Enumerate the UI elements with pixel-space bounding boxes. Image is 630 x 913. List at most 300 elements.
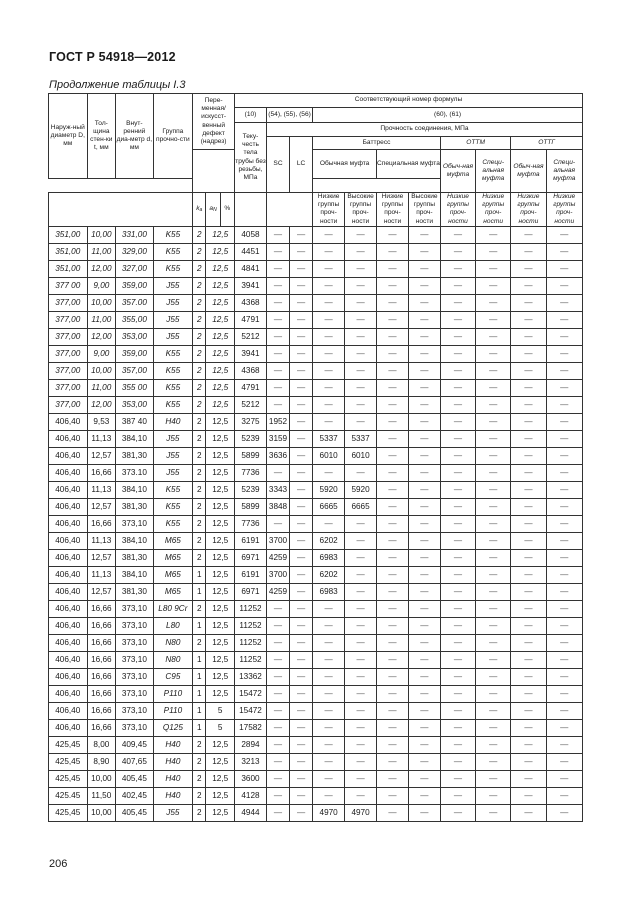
- table-row: [49, 464, 583, 481]
- table-cell: 357.00: [116, 294, 153, 311]
- table-cell: —: [290, 277, 313, 294]
- table-cell: 2: [193, 804, 206, 821]
- table-cell: 11,13: [87, 532, 116, 549]
- table-cell: 11,13: [87, 481, 116, 498]
- table-cell: 1: [193, 719, 206, 736]
- table-cell: —: [408, 396, 440, 413]
- table-cell: —: [377, 736, 409, 753]
- table-cell: 387 40: [116, 413, 153, 430]
- table-cell: 4259: [266, 549, 289, 566]
- table-cell: K55: [153, 498, 193, 515]
- header-special-coupling: Специальная муфта: [377, 150, 441, 179]
- table-cell: 406,40: [49, 634, 88, 651]
- table-cell: 11,00: [87, 311, 116, 328]
- table-cell: —: [345, 719, 377, 736]
- table-row: [49, 277, 583, 294]
- table-cell: M65: [153, 532, 193, 549]
- table-cell: 16,66: [87, 702, 116, 719]
- table-cell: —: [511, 600, 546, 617]
- table-cell: —: [440, 447, 475, 464]
- table-cell: —: [290, 396, 313, 413]
- table-cell: —: [408, 583, 440, 600]
- table-cell: 12,5: [206, 243, 235, 260]
- table-cell: 373,10: [116, 668, 153, 685]
- table-cell: —: [476, 328, 511, 345]
- table-cell: 2: [193, 328, 206, 345]
- table-cell: —: [476, 260, 511, 277]
- table-cell: —: [377, 600, 409, 617]
- table-cell: —: [511, 396, 546, 413]
- table-cell: —: [408, 668, 440, 685]
- header-formula-number: Соответствующий номер формулы: [235, 94, 583, 108]
- table-cell: 381,30: [116, 583, 153, 600]
- table-cell: —: [313, 515, 345, 532]
- table-cell: 12,5: [206, 311, 235, 328]
- table-cell: —: [313, 396, 345, 413]
- table-cell: —: [290, 430, 313, 447]
- table-cell: —: [408, 260, 440, 277]
- table-cell: —: [511, 345, 546, 362]
- table-cell: —: [313, 345, 345, 362]
- col-flow-strength: Теку-честь тела трубы без резьбы, МПа: [235, 123, 267, 193]
- table-cell: 384,10: [116, 430, 153, 447]
- table-cell: —: [290, 753, 313, 770]
- table-cell: —: [476, 277, 511, 294]
- table-cell: J55: [153, 311, 193, 328]
- table-cell: —: [377, 294, 409, 311]
- table-cell: —: [476, 481, 511, 498]
- table-cell: —: [511, 634, 546, 651]
- table-cell: 2: [193, 379, 206, 396]
- table-cell: Q125: [153, 719, 193, 736]
- table-cell: —: [546, 515, 582, 532]
- table-cell: —: [290, 685, 313, 702]
- table-cell: 407,65: [116, 753, 153, 770]
- table-cell: 2: [193, 277, 206, 294]
- table-cell: —: [290, 379, 313, 396]
- table-cell: 8,90: [87, 753, 116, 770]
- table-cell: 2: [193, 787, 206, 804]
- table-row: [49, 804, 583, 821]
- table-cell: —: [440, 787, 475, 804]
- table-cell: 2: [193, 736, 206, 753]
- table-cell: —: [377, 719, 409, 736]
- table-cell: 4259: [266, 583, 289, 600]
- table-row: [49, 617, 583, 634]
- table-cell: —: [377, 413, 409, 430]
- table-cell: —: [290, 787, 313, 804]
- table-cell: —: [290, 804, 313, 821]
- table-cell: —: [440, 328, 475, 345]
- table-cell: —: [546, 413, 582, 430]
- table-cell: 12,57: [87, 498, 116, 515]
- table-cell: —: [266, 515, 289, 532]
- table-cell: 12,5: [206, 668, 235, 685]
- table-cell: 384,10: [116, 481, 153, 498]
- table-row: [49, 702, 583, 719]
- table-cell: —: [440, 498, 475, 515]
- table-cell: —: [511, 260, 546, 277]
- table-cell: —: [476, 736, 511, 753]
- table-cell: —: [546, 804, 582, 821]
- table-cell: 2: [193, 634, 206, 651]
- table-cell: —: [345, 617, 377, 634]
- table-cell: 406,40: [49, 430, 88, 447]
- col-ottg-spec-low: Низкие группы проч-ности: [546, 193, 582, 227]
- table-cell: —: [377, 634, 409, 651]
- table-cell: —: [440, 634, 475, 651]
- table-cell: 3700: [266, 566, 289, 583]
- table-cell: —: [440, 515, 475, 532]
- table-cell: 5920: [345, 481, 377, 498]
- table-cell: —: [476, 362, 511, 379]
- table-cell: —: [408, 464, 440, 481]
- table-cell: —: [313, 600, 345, 617]
- table-cell: —: [266, 685, 289, 702]
- table-cell: —: [546, 600, 582, 617]
- table-cell: —: [313, 753, 345, 770]
- table-cell: 9,53: [87, 413, 116, 430]
- table-cell: —: [377, 481, 409, 498]
- table-cell: 12,5: [206, 328, 235, 345]
- table-row: [49, 311, 583, 328]
- col-percent: %: [220, 193, 234, 227]
- table-cell: —: [546, 498, 582, 515]
- table-cell: —: [345, 770, 377, 787]
- table-cell: —: [266, 396, 289, 413]
- table-cell: 12,5: [206, 583, 235, 600]
- col-wall-thickness: Тол-щина стен-ки t, мм: [87, 94, 116, 179]
- table-cell: 406,40: [49, 481, 88, 498]
- table-cell: 12,5: [206, 464, 235, 481]
- table-cell: 5: [206, 702, 235, 719]
- table-cell: 359,00: [116, 345, 153, 362]
- table-cell: 373,10: [116, 600, 153, 617]
- table-cell: —: [290, 617, 313, 634]
- table-cell: 353,00: [116, 396, 153, 413]
- table-cell: 16,66: [87, 668, 116, 685]
- table-cell: —: [313, 719, 345, 736]
- table-cell: —: [511, 464, 546, 481]
- table-cell: 6665: [313, 498, 345, 515]
- table-cell: —: [511, 583, 546, 600]
- table-cell: —: [313, 311, 345, 328]
- table-cell: 5239: [235, 481, 267, 498]
- table-cell: —: [546, 787, 582, 804]
- table-cell: —: [290, 464, 313, 481]
- table-cell: 12,5: [206, 532, 235, 549]
- table-cell: —: [290, 600, 313, 617]
- table-cell: 2: [193, 430, 206, 447]
- table-cell: J55: [153, 804, 193, 821]
- table-cell: —: [313, 294, 345, 311]
- table-row: [49, 719, 583, 736]
- col-lc: LC: [290, 137, 313, 193]
- table-cell: —: [511, 447, 546, 464]
- col-strength-group: Группа прочно-сти: [153, 94, 193, 179]
- table-cell: —: [408, 753, 440, 770]
- table-cell: —: [345, 294, 377, 311]
- table-cell: —: [476, 668, 511, 685]
- table-row: [49, 770, 583, 787]
- table-row: [49, 685, 583, 702]
- table-cell: 12,5: [206, 362, 235, 379]
- table-cell: —: [476, 311, 511, 328]
- table-cell: 406,40: [49, 447, 88, 464]
- table-cell: —: [408, 226, 440, 243]
- table-cell: 3941: [235, 277, 267, 294]
- table-cell: —: [345, 651, 377, 668]
- table-cell: —: [440, 668, 475, 685]
- table-cell: —: [345, 345, 377, 362]
- table-cell: —: [440, 226, 475, 243]
- table-cell: —: [408, 566, 440, 583]
- table-cell: 10,00: [87, 770, 116, 787]
- table-cell: —: [440, 549, 475, 566]
- table-cell: —: [408, 634, 440, 651]
- table-cell: 8,00: [87, 736, 116, 753]
- table-cell: M65: [153, 549, 193, 566]
- table-cell: 2: [193, 396, 206, 413]
- table-cell: 425,45: [49, 770, 88, 787]
- table-cell: —: [345, 328, 377, 345]
- table-cell: 406,40: [49, 583, 88, 600]
- table-cell: —: [290, 243, 313, 260]
- table-cell: —: [546, 583, 582, 600]
- table-cell: —: [345, 362, 377, 379]
- table-cell: 9,00: [87, 277, 116, 294]
- table-cell: —: [408, 770, 440, 787]
- table-cell: —: [511, 328, 546, 345]
- table-cell: 12,5: [206, 804, 235, 821]
- table-cell: 2: [193, 226, 206, 243]
- table-cell: —: [290, 260, 313, 277]
- table-cell: —: [345, 226, 377, 243]
- table-cell: —: [440, 413, 475, 430]
- col-buttress-ord-high: Высокие группы проч-ности: [345, 193, 377, 227]
- table-cell: —: [408, 702, 440, 719]
- table-cell: —: [345, 311, 377, 328]
- table-cell: —: [290, 583, 313, 600]
- table-cell: —: [546, 481, 582, 498]
- table-cell: —: [313, 702, 345, 719]
- table-row: [49, 787, 583, 804]
- table-cell: 15472: [235, 702, 267, 719]
- table-cell: —: [476, 243, 511, 260]
- table-cell: 6010: [313, 447, 345, 464]
- table-cell: 6202: [313, 532, 345, 549]
- table-cell: —: [290, 702, 313, 719]
- sc-lc-spacer: [266, 193, 312, 227]
- table-cell: 5212: [235, 396, 267, 413]
- table-cell: —: [290, 362, 313, 379]
- table-cell: —: [476, 413, 511, 430]
- table-cell: —: [408, 617, 440, 634]
- table-cell: 6191: [235, 566, 267, 583]
- table-cell: 6971: [235, 583, 267, 600]
- col-buttress-spec-high: Высокие группы проч-ности: [408, 193, 440, 227]
- table-cell: —: [377, 362, 409, 379]
- col-defect-spacer: [193, 150, 235, 193]
- table-cell: 425,45: [49, 753, 88, 770]
- table-cell: 15472: [235, 685, 267, 702]
- table-cell: 11252: [235, 651, 267, 668]
- table-cell: —: [476, 753, 511, 770]
- table-cell: —: [377, 260, 409, 277]
- table-cell: —: [377, 787, 409, 804]
- table-cell: —: [377, 549, 409, 566]
- table-cell: 12,57: [87, 447, 116, 464]
- table-cell: 405,45: [116, 804, 153, 821]
- col-buttress-spec-low: Низкие группы проч-ности: [377, 193, 409, 227]
- table-cell: —: [546, 396, 582, 413]
- table-cell: —: [266, 311, 289, 328]
- table-cell: 329,00: [116, 243, 153, 260]
- formula-60-61: (60), (61): [313, 108, 583, 123]
- table-cell: 12,57: [87, 583, 116, 600]
- table-cell: 12,5: [206, 294, 235, 311]
- table-cell: —: [266, 770, 289, 787]
- table-cell: P110: [153, 702, 193, 719]
- table-cell: 12,00: [87, 328, 116, 345]
- table-cell: —: [511, 430, 546, 447]
- table-cell: —: [313, 413, 345, 430]
- table-cell: 12,00: [87, 396, 116, 413]
- table-cell: 11,00: [87, 379, 116, 396]
- table-cell: 6983: [313, 583, 345, 600]
- table-row: [49, 515, 583, 532]
- table-cell: 4970: [345, 804, 377, 821]
- table-cell: —: [440, 464, 475, 481]
- table-cell: M65: [153, 566, 193, 583]
- table-cell: H40: [153, 787, 193, 804]
- table-cell: —: [266, 668, 289, 685]
- table-cell: —: [290, 532, 313, 549]
- table-cell: —: [440, 481, 475, 498]
- table-cell: J55: [153, 430, 193, 447]
- table-cell: —: [313, 379, 345, 396]
- table-cell: 12,5: [206, 396, 235, 413]
- table-cell: 4128: [235, 787, 267, 804]
- table-cell: 3343: [266, 481, 289, 498]
- table-cell: 2: [193, 294, 206, 311]
- table-cell: 3700: [266, 532, 289, 549]
- table-row: [49, 753, 583, 770]
- table-cell: —: [377, 464, 409, 481]
- table-cell: 3213: [235, 753, 267, 770]
- table-cell: —: [408, 481, 440, 498]
- table-cell: —: [345, 549, 377, 566]
- table-cell: 355,00: [116, 311, 153, 328]
- table-cell: 2: [193, 345, 206, 362]
- table-cell: H40: [153, 736, 193, 753]
- table-cell: K55: [153, 243, 193, 260]
- table-cell: —: [440, 617, 475, 634]
- table-row: [49, 668, 583, 685]
- col-sc: SC: [266, 137, 289, 193]
- table-cell: —: [377, 583, 409, 600]
- table-cell: —: [476, 702, 511, 719]
- table-cell: —: [313, 770, 345, 787]
- table-cell: N80: [153, 634, 193, 651]
- table-cell: 2: [193, 464, 206, 481]
- table-cell: —: [408, 447, 440, 464]
- table-cell: —: [377, 532, 409, 549]
- table-cell: —: [440, 243, 475, 260]
- table-cell: —: [440, 583, 475, 600]
- table-cell: 2894: [235, 736, 267, 753]
- table-cell: —: [440, 566, 475, 583]
- formula-54-56: (54), (55), (56): [266, 108, 312, 123]
- table-cell: 406,40: [49, 566, 88, 583]
- table-cell: 2: [193, 243, 206, 260]
- table-cell: 12,5: [206, 481, 235, 498]
- table-cell: K55: [153, 379, 193, 396]
- table-row: [49, 328, 583, 345]
- table-cell: —: [476, 498, 511, 515]
- table-row: [49, 345, 583, 362]
- table-cell: 2: [193, 753, 206, 770]
- table-cell: 381,30: [116, 549, 153, 566]
- table-cell: —: [377, 515, 409, 532]
- table-cell: —: [408, 362, 440, 379]
- table-cell: 7736: [235, 515, 267, 532]
- col-ka: $k_a$: [193, 193, 206, 227]
- table-cell: —: [290, 345, 313, 362]
- table-cell: —: [377, 226, 409, 243]
- table-row: [49, 379, 583, 396]
- table-cell: —: [377, 345, 409, 362]
- table-cell: —: [511, 770, 546, 787]
- table-cell: 12,5: [206, 549, 235, 566]
- table-cell: —: [440, 719, 475, 736]
- col-inner-diameter: Внут-ренний диа-метр d, мм: [116, 94, 153, 179]
- table-cell: —: [476, 430, 511, 447]
- table-cell: —: [290, 651, 313, 668]
- table-cell: —: [290, 634, 313, 651]
- table-cell: —: [266, 702, 289, 719]
- table-cell: —: [313, 226, 345, 243]
- table-cell: 373,10: [116, 617, 153, 634]
- flow-spacer: [235, 193, 267, 227]
- table-cell: —: [476, 532, 511, 549]
- table-cell: —: [546, 702, 582, 719]
- table-row: [49, 736, 583, 753]
- table-cell: —: [440, 362, 475, 379]
- table-cell: —: [408, 549, 440, 566]
- table-cell: —: [511, 294, 546, 311]
- table-cell: —: [476, 294, 511, 311]
- table-cell: 2: [193, 311, 206, 328]
- table-cell: 3848: [266, 498, 289, 515]
- table-cell: —: [440, 702, 475, 719]
- table-cell: 327,00: [116, 260, 153, 277]
- table-cell: —: [546, 430, 582, 447]
- header-joint-strength: Прочность соединения, МПа: [266, 123, 582, 137]
- table-cell: —: [345, 464, 377, 481]
- table-cell: —: [345, 413, 377, 430]
- table-cell: —: [440, 396, 475, 413]
- table-cell: 377,00: [49, 396, 88, 413]
- table-cell: —: [511, 651, 546, 668]
- table-cell: 12,5: [206, 753, 235, 770]
- table-cell: —: [345, 532, 377, 549]
- table-cell: —: [313, 787, 345, 804]
- table-cell: —: [408, 243, 440, 260]
- table-cell: —: [476, 651, 511, 668]
- col-ottm-spec-low: Низкие группы проч-ности: [476, 193, 511, 227]
- table-row: [49, 532, 583, 549]
